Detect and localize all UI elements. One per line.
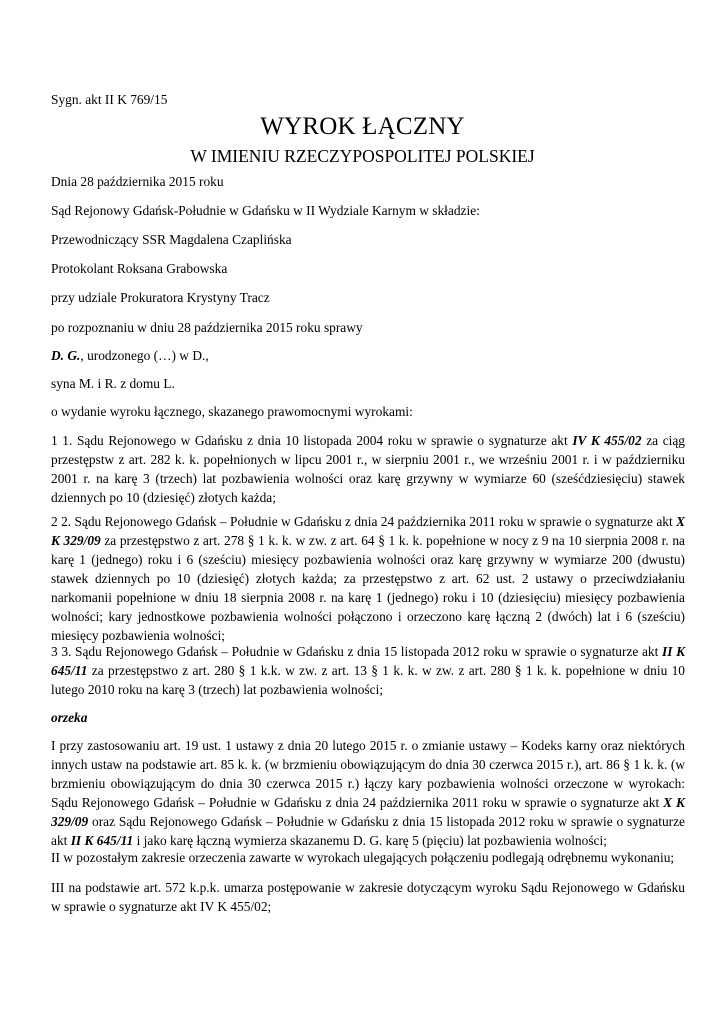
judgment-item: 1 1. Sądu Rejonowego w Gdańsku z dnia 10 listopada 2004 roku w sprawie o sygnaturze akt IV K 455/02 za ciąg przestępstw z art. 282 k. k. popełnionych w lipcu 2001 r., w sierpniu 2001 r., we wrześniu 2001 r. i w październiku 2001 r. na karę 3 (trzech) lat pozbawienia wolności oraz karę grzywny w wymiarze 60 (sześćdziesięciu) stawek dziennych po 10 (dziesięć) złotych każda; bbox=[51, 433, 685, 505]
case-signature: Sygn. akt II K 769/15 bbox=[51, 92, 168, 107]
judgment-item: 2 2. Sądu Rejonowego Gdańsk – Południe w Gdańsku z dnia 24 października 2011 roku w sprawie o sygnaturze akt X K 329/09 za przestępstwo z art. 278 § 1 k. k. w zw. z art. 64 § 1 k. k. popełnione w nocy z 9 na 10 sierpnia 2008 r. na karę 1 (jednego) roku i 6 (sześciu) miesięcy pozbawienia wolności oraz karę grzywny w wymiarze 200 (dwustu) stawek dziennych po 10 (dziesięć) złotych każda; za przestępstwo z art. 62 ust. 2 ustawy o przeciwdziałaniu narkomanii popełnione w dniu 18 sierpnia 2008 r. na karę 1 (jednego) roku i 10 (dziesięciu) miesięcy pozbawienia wolności; kary jednostkowe pozbawienia wolności połączono i orzeczono karę łączną 2 (dwóch) lat i 6 (sześciu) miesięcy pozbawienia wolności; bbox=[51, 514, 686, 643]
case-number: II K 645/11 bbox=[70, 833, 134, 848]
document-title: WYROK ŁĄCZNY bbox=[260, 113, 465, 140]
document-subtitle: W IMIENIU RZECZYPOSPOLITEJ POLSKIEJ bbox=[190, 146, 535, 166]
case-number: X K 329/09 bbox=[51, 514, 685, 548]
hearing-date: po rozpoznaniu w dniu 28 października 2015 roku sprawy bbox=[51, 320, 363, 335]
ruling-point-3: III na podstawie art. 572 k.p.k. umarza postępowanie w zakresie dotyczącym wyroku Sądu Rejonowego w Gdańsku w sprawie o sygnaturze akt IV K 455/02; bbox=[51, 880, 685, 914]
defendant-birth: , urodzonego (…) w D., bbox=[80, 348, 209, 363]
defendant-line bbox=[51, 346, 685, 365]
ruling-point-2: II w pozostałym zakresie orzeczenia zawarte w wyrokach ulegających połączeniu podlegają odrębnemu wykonaniu; bbox=[51, 850, 675, 865]
court-clerk: Protokolant Roksana Grabowska bbox=[51, 261, 228, 276]
case-number: IV K 455/02 bbox=[572, 433, 642, 448]
judgment-item: 3 3. Sądu Rejonowego Gdańsk – Południe w Gdańsku z dnia 15 listopada 2012 roku w sprawie o sygnaturze akt II K 645/11 za przestępstwo z art. 280 § 1 k.k. w zw. z art. 13 § 1 k. k. w zw. z art. 280 § 1 k. k. popełnione w dniu 10 lutego 2010 roku na karę 3 (trzech) lat pozbawienia wolności; bbox=[51, 644, 685, 697]
case-number: X K 329/09 bbox=[51, 795, 685, 829]
case-number: II K 645/11 bbox=[51, 644, 685, 678]
ruling-point-1: I przy zastosowaniu art. 19 ust. 1 ustawy z dnia 20 lutego 2015 r. o zmianie ustawy – Kodeks karny oraz niektórych innych ustaw na podstawie art. 85 k. k. (w brzmieniu obowiązującym do dnia 30 czerwca 2015 r.), art. 86 § 1 k. k. (w brzmieniu obowiązującym do dnia 30 czerwca 2015 r.) łączy kary pozbawienia wolności orzeczone w wyrokach: Sądu Rejonowego Gdańsk – Południe w Gdańsku z dnia 24 października 2011 roku w sprawie o sygnaturze akt X K 329/09 oraz Sądu Rejonowego Gdańsk – Południe w Gdańsku z dnia 15 listopada 2012 roku w sprawie o sygnaturze akt II K 645/11 i jako karę łączną wymierza skazanemu D. G. karę 5 (pięciu) lat pozbawienia wolności; bbox=[51, 738, 685, 848]
court-composition: Sąd Rejonowy Gdańsk-Południe w Gdańsku w II Wydziale Karnym w składzie: bbox=[51, 203, 480, 218]
judgment-date: Dnia 28 października 2015 roku bbox=[51, 174, 224, 189]
prosecutor: przy udziale Prokuratora Krystyny Tracz bbox=[51, 290, 270, 305]
ruling-heading: orzeka bbox=[51, 710, 88, 725]
defendant-name: D. G. bbox=[51, 348, 81, 363]
defendant-parents: syna M. i R. z domu L. bbox=[51, 376, 175, 391]
request-line: o wydanie wyroku łącznego, skazanego prawomocnymi wyrokami: bbox=[51, 404, 413, 419]
presiding-judge: Przewodniczący SSR Magdalena Czaplińska bbox=[51, 232, 292, 247]
